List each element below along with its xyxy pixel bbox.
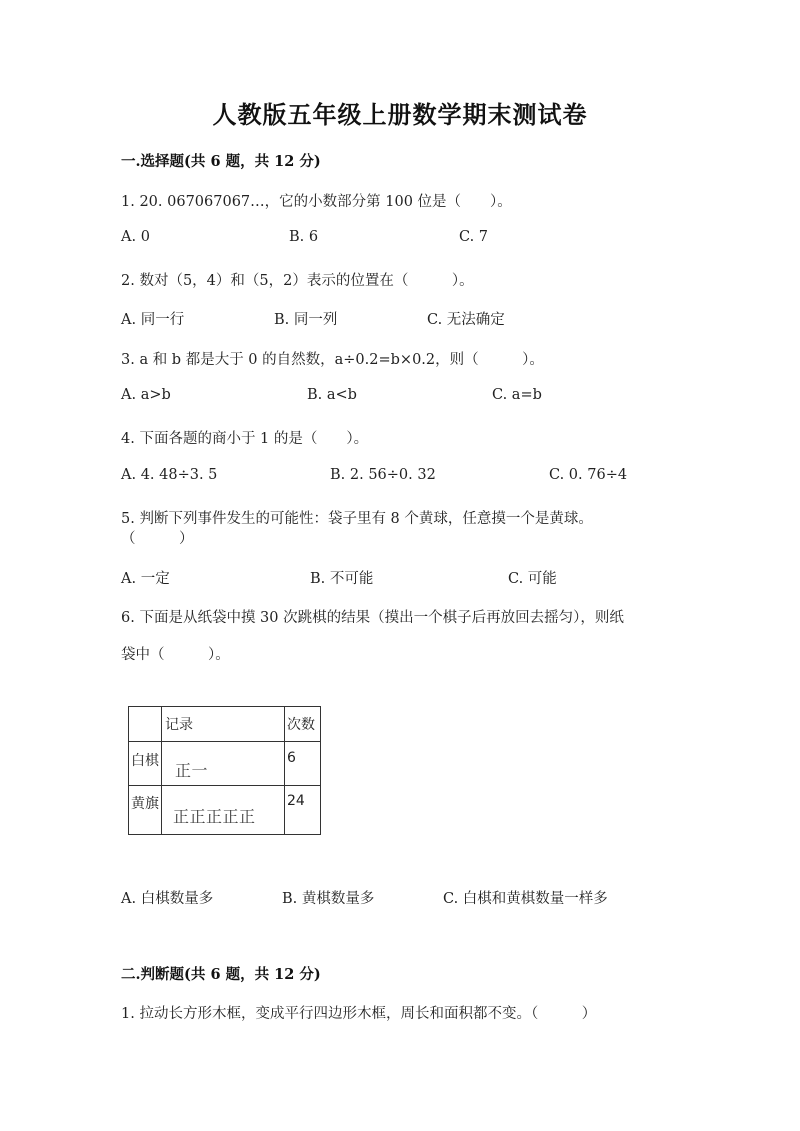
page-title: 人教版五年级上册数学期末测试卷 — [212, 100, 588, 129]
question-3-option-b: B. a<b — [307, 387, 357, 403]
question-6-option-b: B. 黄棋数量多 — [282, 891, 375, 907]
question-6-text: 6. 下面是从纸袋中摸 30 次跳棋的结果（摸出一个棋子后再放回去摇匀），则纸 — [121, 610, 624, 626]
question-5-text: 5. 判断下列事件发生的可能性：袋子里有 8 个黄球，任意摸一个是黄球。 — [121, 511, 593, 527]
question-4-option-a: A. 4. 48÷3. 5 — [121, 467, 218, 483]
question-4-text: 4. 下面各题的商小于 1 的是（ ）。 — [121, 431, 369, 447]
question-6-text-continued: 袋中（ ）。 — [121, 647, 230, 663]
tally-table — [128, 706, 321, 835]
question-3-option-a: A. a>b — [121, 387, 171, 403]
table-row-yellow-label: 黄旗 — [131, 796, 159, 812]
question-1-text: 1. 20. 067067067…，它的小数部分第 100 位是（ ）。 — [121, 194, 512, 210]
table-row-white-count: 6 — [287, 750, 296, 766]
question-1-option-a: A. 0 — [121, 229, 150, 245]
question-5-option-b: B. 不可能 — [310, 571, 374, 587]
table-header-count: 次数 — [287, 717, 315, 733]
table-row-yellow-tally: 正正正正正 — [173, 807, 256, 826]
question-4-option-b: B. 2. 56÷0. 32 — [330, 467, 436, 483]
table-row-yellow-count: 24 — [287, 793, 305, 809]
question-1-option-c: C. 7 — [459, 229, 489, 245]
table-header-record: 记录 — [165, 717, 193, 733]
question-2-option-a: A. 同一行 — [121, 312, 185, 328]
question-4-option-c: C. 0. 76÷4 — [549, 467, 628, 483]
section-heading-choice: 一.选择题(共 6 题，共 12 分) — [121, 153, 321, 170]
question-5-option-a: A. 一定 — [121, 571, 170, 587]
judgement-question-1-text: 1. 拉动长方形木框，变成平行四边形木框，周长和面积都不变。（ ） — [121, 1006, 597, 1022]
question-6-option-c: C. 白棋和黄棋数量一样多 — [443, 891, 608, 907]
question-5-text-continued: （ ） — [121, 531, 194, 547]
section-heading-judgement: 二.判断题(共 6 题，共 12 分) — [121, 966, 321, 983]
question-2-text: 2. 数对（5，4）和（5，2）表示的位置在（ ）。 — [121, 273, 474, 289]
question-3-text: 3. a 和 b 都是大于 0 的自然数，a÷0.2=b×0.2，则（ ）。 — [121, 352, 544, 368]
question-2-option-c: C. 无法确定 — [427, 312, 505, 328]
question-3-option-c: C. a=b — [492, 387, 542, 403]
question-1-option-b: B. 6 — [289, 229, 319, 245]
question-2-option-b: B. 同一列 — [274, 312, 338, 328]
table-row-white-tally: 正一 — [175, 761, 209, 780]
table-row-white-label: 白棋 — [131, 753, 159, 769]
question-6-option-a: A. 白棋数量多 — [121, 891, 214, 907]
question-5-option-c: C. 可能 — [508, 571, 557, 587]
